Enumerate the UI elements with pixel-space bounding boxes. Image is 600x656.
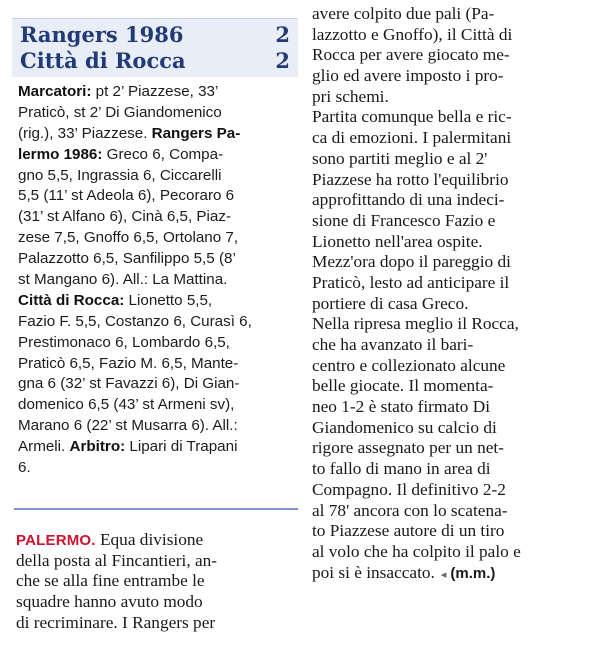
article-text: al 78' ancora con lo scatena- bbox=[312, 500, 508, 520]
article-line bbox=[312, 149, 594, 170]
report-text: Praticò 6,5, Fazio M. 6,5, Mante- bbox=[18, 354, 239, 372]
end-mark-icon: ◂ bbox=[440, 568, 447, 581]
article-text: centro e collezionato alcune bbox=[312, 355, 506, 375]
article-line bbox=[312, 521, 594, 542]
article-text: Partita comunque bella e ric- bbox=[312, 107, 512, 127]
report-text: gno 5,5, Ingrassia 6, Ciccarelli bbox=[18, 166, 222, 184]
article-text: ca di emozioni. I palermitani bbox=[312, 128, 512, 148]
article-text: Mezz'ora dopo il pareggio di bbox=[312, 252, 511, 272]
article-line bbox=[312, 170, 594, 191]
article-text: Equa divisione bbox=[95, 530, 204, 549]
home-team-row bbox=[20, 22, 290, 48]
report-text: pt 2’ Piazzese, 33’ bbox=[91, 83, 219, 100]
article-line bbox=[312, 66, 594, 87]
report-text: (31’ st Alfano 6), Cinà 6,5, Piaz- bbox=[18, 208, 232, 226]
article-text: Piazzese ha rotto l'equilibrio bbox=[312, 169, 509, 189]
home-team-name: Rangers 1986 bbox=[20, 22, 184, 47]
article-text: lazzotto e Gnoffo), il Città di bbox=[312, 24, 513, 44]
report-text: st Mangano 6). All.: La Mattina. bbox=[18, 271, 228, 289]
report-line bbox=[18, 228, 298, 249]
away-team-row bbox=[20, 48, 290, 74]
report-text: gna 6 (32’ st Favazzi 6), Di Gian- bbox=[18, 375, 240, 393]
article-text: approfittando di una indeci- bbox=[312, 190, 505, 210]
article-text: poi si è insaccato. bbox=[312, 562, 435, 582]
article-line bbox=[16, 571, 300, 592]
report-label: lermo 1986: bbox=[18, 145, 103, 163]
article-column-right bbox=[312, 4, 594, 583]
author-signature: (m.m.) bbox=[450, 564, 496, 582]
article-line bbox=[312, 190, 594, 211]
article-text: al volo che ha colpito il palo e bbox=[312, 541, 521, 561]
article-text: portiere di casa Greco. bbox=[312, 293, 469, 313]
article-line bbox=[312, 232, 594, 253]
home-team-goals: 2 bbox=[275, 22, 290, 47]
report-line bbox=[18, 354, 298, 375]
report-text: Prestimonaco 6, Lombardo 6,5, bbox=[18, 333, 230, 351]
article-text: Nella ripresa meglio il Rocca, bbox=[312, 314, 519, 334]
article-column-left bbox=[16, 530, 300, 633]
article-text: rigore assegnato per un net- bbox=[312, 438, 504, 458]
article-line bbox=[312, 563, 594, 584]
article-line bbox=[16, 613, 300, 634]
report-text: Lipari di Trapani bbox=[125, 438, 238, 456]
article-line bbox=[312, 335, 594, 356]
report-line bbox=[18, 374, 298, 395]
report-line bbox=[18, 437, 298, 458]
article-text: Compagno. Il definitivo 2-2 bbox=[312, 479, 506, 499]
report-line bbox=[18, 124, 298, 145]
article-text: che ha avanzato il bari- bbox=[312, 335, 474, 354]
report-line bbox=[18, 395, 298, 416]
article-line bbox=[312, 128, 594, 149]
report-label: Arbitro: bbox=[69, 438, 126, 456]
report-line bbox=[18, 416, 298, 437]
article-text: sione di Francesco Fazio e bbox=[312, 210, 496, 230]
report-line bbox=[18, 166, 298, 187]
article-line bbox=[16, 530, 300, 551]
article-line bbox=[312, 252, 594, 273]
report-text: Fazio F. 5,5, Costanzo 6, Curasì 6, bbox=[18, 312, 252, 330]
article-line bbox=[312, 294, 594, 315]
report-text: zese 7,5, Gnoffo 6,5, Ortolano 7, bbox=[18, 229, 239, 247]
article-text: glio ed avere imposto i pro- bbox=[312, 66, 504, 86]
away-team-goals: 2 bbox=[275, 48, 290, 73]
article-line bbox=[312, 480, 594, 501]
dateline-kicker: PALERMO. bbox=[16, 532, 96, 549]
article-line bbox=[312, 87, 594, 108]
report-text: Palazzotto 6,5, Sanfilippo 5,5 (8’ bbox=[18, 250, 236, 268]
report-label: Città di Rocca: bbox=[18, 291, 125, 309]
report-line bbox=[18, 270, 298, 291]
article-text: pri schemi. bbox=[312, 86, 389, 106]
article-line bbox=[312, 273, 594, 294]
report-text: Armeli. bbox=[18, 438, 70, 456]
score-box bbox=[12, 18, 298, 77]
report-label: Rangers Pa- bbox=[151, 124, 241, 142]
article-line bbox=[312, 459, 594, 480]
article-line bbox=[312, 501, 594, 522]
article-text: to Piazzese autore di un tiro bbox=[312, 521, 505, 541]
report-line bbox=[18, 312, 298, 333]
report-text: Greco 6, Compa- bbox=[102, 145, 224, 163]
article-line bbox=[312, 314, 594, 335]
report-line bbox=[18, 333, 298, 354]
report-text: 6. bbox=[18, 459, 31, 477]
article-text: di recriminare. I Rangers per bbox=[16, 612, 216, 632]
article-line bbox=[312, 376, 594, 397]
report-text: 5,5 (11’ st Adeola 6), Pecoraro 6 bbox=[18, 187, 235, 205]
report-text: (rig.), 33’ Piazzese. bbox=[18, 124, 152, 142]
article-text: to fallo di mano in area di bbox=[312, 459, 491, 479]
article-line bbox=[312, 397, 594, 418]
article-text: Giandomenico su calcio di bbox=[312, 417, 497, 437]
article-text: sono partiti meglio e al 2' bbox=[312, 148, 488, 168]
article-line bbox=[312, 4, 594, 25]
article-line bbox=[312, 107, 594, 128]
article-line bbox=[312, 542, 594, 563]
article-line bbox=[312, 356, 594, 377]
article-text: Lionetto nell'area ospite. bbox=[312, 231, 483, 251]
article-text: squadre hanno avuto modo bbox=[16, 592, 203, 612]
report-line bbox=[18, 186, 298, 207]
report-line bbox=[18, 291, 298, 312]
report-line bbox=[18, 145, 298, 166]
article-line bbox=[312, 438, 594, 459]
report-text: domenico 6,5 (43’ st Armeni sv), bbox=[18, 396, 235, 414]
report-text: Praticò, st 2’ Di Giandomenico bbox=[18, 103, 222, 121]
article-line bbox=[312, 211, 594, 232]
report-line bbox=[18, 249, 298, 270]
report-line bbox=[18, 82, 298, 103]
separator-line bbox=[14, 508, 298, 510]
article-line bbox=[16, 592, 300, 613]
report-line bbox=[18, 103, 298, 124]
article-text: neo 1-2 è stato firmato Di bbox=[312, 397, 491, 417]
report-line bbox=[18, 207, 298, 228]
match-report-box bbox=[18, 82, 298, 479]
report-text: Marano 6 (22’ st Musarra 6). All.: bbox=[18, 417, 238, 435]
article-line bbox=[312, 45, 594, 66]
article-text: Rocca per avere giocato me- bbox=[312, 45, 510, 65]
article-text: belle giocate. Il momenta- bbox=[312, 376, 494, 396]
article-text: della posta al Fincantieri, an- bbox=[16, 550, 218, 570]
report-label: Marcatori: bbox=[18, 83, 92, 100]
report-text: Lionetto 5,5, bbox=[124, 291, 213, 309]
article-line bbox=[312, 418, 594, 439]
article-line bbox=[312, 25, 594, 46]
away-team-name: Città di Rocca bbox=[20, 48, 186, 73]
article-line bbox=[16, 551, 300, 572]
article-text: Praticò, lesto ad anticipare il bbox=[312, 272, 510, 292]
article-text: avere colpito due pali (Pa- bbox=[312, 4, 495, 23]
article-text: che se alla fine entrambe le bbox=[16, 571, 205, 591]
report-line bbox=[18, 458, 298, 479]
